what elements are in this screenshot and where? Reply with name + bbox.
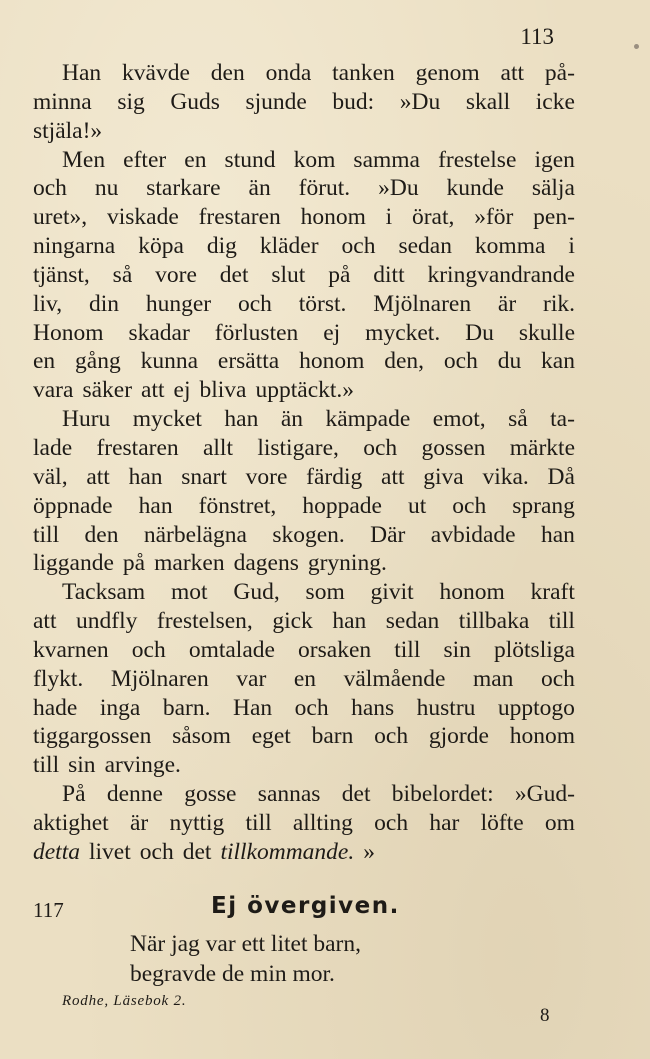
word: nyttig	[169, 809, 225, 836]
word: mot	[171, 579, 208, 606]
text-line	[33, 59, 575, 88]
word: att	[500, 60, 525, 86]
word: stund	[224, 146, 276, 173]
word: på-	[544, 60, 575, 86]
word: lade	[33, 434, 73, 461]
text-line	[33, 607, 575, 636]
poem-title: Ej övergiven.	[211, 893, 400, 919]
page-number: 113	[520, 24, 554, 49]
word: i	[385, 204, 393, 231]
word: Du	[465, 319, 494, 346]
word: Mjölnaren	[110, 665, 209, 692]
word: på	[122, 550, 146, 577]
word: orsaken	[298, 636, 372, 663]
word: och	[374, 809, 409, 836]
word: att	[86, 463, 110, 490]
text-line	[33, 665, 575, 694]
word: skogen.	[272, 521, 345, 548]
word: honom	[299, 348, 365, 375]
word: dagens	[233, 550, 299, 577]
word: eget	[251, 723, 291, 750]
word: slut	[271, 261, 306, 288]
word: att	[141, 377, 165, 404]
word: ningarna	[33, 233, 116, 260]
word: och	[363, 434, 398, 461]
word: skadar	[128, 319, 190, 346]
word: upptogo	[497, 694, 575, 721]
word: det	[341, 781, 371, 808]
word: Huru	[62, 406, 111, 433]
word: onda	[265, 60, 312, 86]
word: örat,	[411, 204, 455, 231]
word: tiggargossen	[33, 723, 152, 750]
text-line	[33, 117, 575, 146]
text-line	[33, 146, 575, 175]
word: »	[363, 838, 375, 865]
word: märkte	[509, 434, 575, 461]
word: undfly	[76, 608, 138, 635]
word: du	[497, 348, 522, 375]
word: kvarnen	[33, 636, 109, 663]
word: ditt	[373, 261, 405, 288]
word: gjorde	[428, 723, 489, 750]
text-line	[33, 694, 575, 723]
word: emot,	[432, 406, 486, 433]
word: skulle	[518, 319, 575, 346]
text-line	[33, 578, 575, 607]
word: »Du	[399, 88, 441, 115]
word: sannas	[257, 781, 321, 808]
word: den	[210, 60, 245, 86]
word: en	[184, 146, 207, 173]
word: Han	[62, 60, 102, 86]
text-line	[33, 405, 575, 434]
word: plötsliga	[493, 636, 575, 663]
word: hade	[33, 694, 78, 721]
word: och	[374, 723, 409, 750]
word: frestaren	[198, 204, 281, 231]
word: liggande	[33, 550, 114, 577]
word: fönstret,	[198, 492, 277, 519]
word: och	[294, 694, 329, 721]
word: giva	[423, 463, 464, 490]
word: hunger	[145, 290, 212, 317]
word: förlusten	[214, 319, 299, 346]
word: till	[33, 521, 60, 548]
word: frestaren	[96, 434, 179, 461]
word: i	[568, 233, 575, 260]
word: och	[131, 636, 166, 663]
word: gosse	[184, 781, 237, 808]
paragraph	[33, 59, 575, 146]
word: icke	[535, 88, 575, 115]
word: som	[305, 579, 345, 606]
poem-line: När jag var ett litet barn,	[130, 931, 361, 957]
word: nu	[94, 175, 119, 202]
word: »Gud-	[514, 781, 575, 808]
word: sjunde	[245, 88, 307, 115]
word: mycket	[132, 406, 202, 433]
word: igen	[534, 146, 575, 173]
word: sin	[443, 636, 471, 663]
word: så	[508, 406, 528, 433]
text-line	[33, 809, 575, 838]
text-line	[33, 261, 575, 290]
word: givit	[370, 579, 414, 606]
word: honom	[300, 204, 366, 231]
word: kraft	[530, 579, 575, 606]
text-line	[33, 203, 575, 232]
word: välmående	[343, 665, 446, 692]
word: och	[452, 492, 487, 519]
word: kvävde	[122, 60, 190, 86]
word: till	[245, 809, 272, 836]
word: Mjölnaren	[373, 290, 472, 317]
word: om	[544, 809, 575, 836]
word: till	[394, 636, 421, 663]
word: än	[248, 175, 271, 202]
word: sig	[117, 88, 145, 115]
paragraph	[33, 780, 575, 867]
word: kläder	[259, 233, 319, 260]
word: väl,	[33, 463, 68, 490]
word: sprang	[512, 492, 575, 519]
paragraph	[33, 146, 575, 406]
word: samma	[353, 146, 420, 173]
word: det	[219, 261, 249, 288]
word: han	[128, 463, 163, 490]
word: gång	[75, 348, 121, 375]
word: vika.	[482, 463, 529, 490]
word: och	[341, 233, 376, 260]
word: denne	[106, 781, 163, 808]
word: kämpade	[325, 406, 411, 433]
word: han	[138, 492, 173, 519]
text-line	[33, 780, 575, 809]
word: frestelsen,	[156, 608, 253, 635]
text-line	[33, 521, 575, 550]
word: och	[139, 838, 174, 865]
word: marken	[154, 550, 225, 577]
word: flykt.	[33, 665, 84, 692]
word: stjäla!»	[33, 117, 103, 144]
word: mycket.	[365, 319, 441, 346]
word: har	[429, 809, 460, 836]
word: hoppade	[302, 492, 382, 519]
word: och	[237, 290, 272, 317]
paragraph	[33, 405, 575, 578]
word: vore	[245, 463, 288, 490]
text-line	[33, 722, 575, 751]
word: genom	[415, 60, 480, 86]
word: Honom	[33, 319, 104, 346]
word: starkare	[146, 175, 221, 202]
word: pen-	[533, 204, 575, 231]
word: arvinge.	[104, 752, 181, 779]
word: »Du	[378, 175, 419, 202]
word: den,	[384, 348, 425, 375]
word: på	[328, 261, 351, 288]
word: minna	[33, 88, 92, 115]
word: gick	[272, 608, 313, 635]
text-line	[33, 347, 575, 376]
word: hans	[351, 694, 395, 721]
word: bliva	[199, 377, 247, 404]
word: Då	[547, 463, 575, 490]
word: sedan	[385, 608, 440, 635]
text-line	[33, 492, 575, 521]
text-line	[33, 174, 575, 203]
word: än	[280, 406, 303, 433]
word: snart	[181, 463, 227, 490]
word: livet	[89, 838, 131, 865]
paragraph	[33, 578, 575, 780]
word: uret»,	[33, 204, 88, 231]
word: är	[129, 809, 149, 836]
word: att	[381, 463, 405, 490]
text-line	[33, 290, 575, 319]
word: kringvandrande	[427, 261, 575, 288]
word: barn	[311, 723, 354, 750]
word: förut.	[298, 175, 351, 202]
word: en	[33, 348, 56, 375]
word: den	[84, 521, 119, 548]
word: komma	[474, 233, 546, 260]
footer-signature: Rodhe, Läsebok 2.	[62, 993, 187, 1009]
word: är	[497, 290, 517, 317]
word: säker	[82, 377, 133, 404]
word: upptäckt.»	[255, 377, 355, 404]
word: »för	[474, 204, 514, 231]
word: barn.	[162, 694, 211, 721]
word: din	[89, 290, 120, 317]
text-line	[33, 463, 575, 492]
word: aktighet	[33, 809, 109, 836]
poem-number: 117	[33, 898, 64, 922]
word: bud:	[332, 88, 375, 115]
word: köpa	[138, 233, 184, 260]
word: Där	[370, 521, 406, 548]
word: ej	[173, 377, 191, 404]
word: en	[293, 665, 317, 692]
word: efter	[123, 146, 167, 173]
word: kunna	[140, 348, 199, 375]
word: till	[548, 608, 575, 635]
word: han	[224, 406, 259, 433]
word: törst.	[298, 290, 347, 317]
text-line	[33, 549, 575, 578]
word: och	[443, 348, 478, 375]
text-line	[33, 751, 575, 780]
word: det	[182, 838, 212, 865]
word: Men	[62, 146, 106, 173]
word: såsom	[172, 723, 231, 750]
word: öppnade	[33, 492, 113, 519]
word: Guds	[170, 88, 220, 115]
word: bibelordet:	[391, 781, 494, 808]
text-line	[33, 376, 575, 405]
word: tjänst,	[33, 261, 90, 288]
word: var	[236, 665, 267, 692]
word: skall	[465, 88, 511, 115]
word: kan	[541, 348, 575, 375]
word: och	[540, 665, 575, 692]
word: och	[33, 175, 67, 202]
word: honom	[509, 723, 575, 750]
word: liv,	[33, 290, 63, 317]
word: omtalade	[188, 636, 275, 663]
text-line	[33, 319, 575, 348]
word: sedan	[398, 233, 452, 260]
word: till	[33, 752, 60, 779]
word: sälja	[531, 175, 575, 202]
word: att	[33, 608, 57, 635]
word: ej	[323, 319, 341, 346]
word: hustru	[416, 694, 476, 721]
word: gossen	[421, 434, 486, 461]
poem-line: begravde de min mor.	[130, 961, 335, 987]
word: vara	[33, 377, 74, 404]
text-line	[33, 232, 575, 261]
word: ersätta	[217, 348, 280, 375]
word: tillkommande.	[220, 838, 355, 865]
word: rik.	[543, 290, 575, 317]
word: sin	[68, 752, 96, 779]
text-line	[33, 434, 575, 463]
word: allting	[292, 809, 353, 836]
word: närbelägna	[143, 521, 247, 548]
word: han	[332, 608, 367, 635]
poem	[130, 929, 361, 989]
word: vore	[155, 261, 197, 288]
word: kunde	[446, 175, 504, 202]
word: På	[62, 781, 86, 808]
word: gryning.	[307, 550, 387, 577]
ink-speck	[634, 44, 639, 49]
word: viskade	[106, 204, 179, 231]
word: Han	[232, 694, 273, 721]
word: kom	[293, 146, 336, 173]
word: man	[472, 665, 514, 692]
word: avbidade	[430, 521, 516, 548]
sheet-number: 8	[540, 1005, 550, 1026]
word: ta-	[550, 406, 575, 433]
word: Tacksam	[62, 579, 146, 606]
word: allt	[202, 434, 233, 461]
word: ut	[407, 492, 427, 519]
word: tanken	[332, 60, 395, 86]
body-text	[33, 59, 575, 867]
word: inga	[99, 694, 141, 721]
text-line	[33, 838, 575, 867]
word: listigare,	[257, 434, 339, 461]
word: han	[541, 521, 575, 548]
text-line	[33, 636, 575, 665]
word: färdig	[306, 463, 363, 490]
word: löfte	[480, 809, 524, 836]
word: Gud,	[233, 579, 280, 606]
word: så	[112, 261, 133, 288]
word: detta	[33, 838, 80, 865]
word: honom	[439, 579, 505, 606]
word: dig	[206, 233, 237, 260]
text-line	[33, 88, 575, 117]
word: frestelse	[438, 146, 517, 173]
word: tillbaka	[458, 608, 530, 635]
